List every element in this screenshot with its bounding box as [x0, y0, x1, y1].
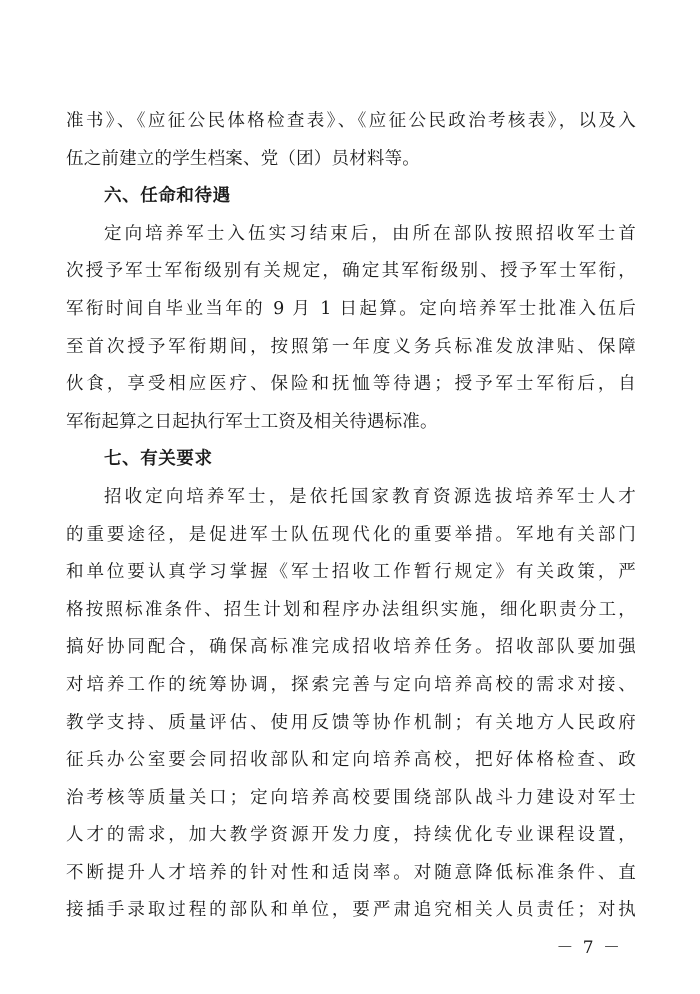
- paragraph-line: 搞好协同配合，确保高标准完成招收培养任务。招收部队要加强: [66, 637, 636, 658]
- paragraph-line: 伍之前建立的学生档案、党（团）员材料等。: [66, 148, 420, 169]
- paragraph-line: 不断提升人才培养的针对性和适岗率。对随意降低标准条件、直: [66, 862, 636, 883]
- paragraph-line: 的重要途径，是促进军士队伍现代化的重要举措。军地有关部门: [66, 524, 636, 545]
- paragraph-line: 和单位要认真学习掌握《军士招收工作暂行规定》有关政策，严: [66, 562, 636, 583]
- paragraph-line: 次授予军士军衔级别有关规定，确定其军衔级别、授予军士军衔，: [66, 261, 636, 282]
- paragraph-line: 征兵办公室要会同招收部队和定向培养高校，把好体格检查、政: [66, 750, 636, 771]
- paragraph-line: 接插手录取过程的部队和单位，要严肃追究相关人员责任；对执: [66, 900, 636, 921]
- paragraph-line: 教学支持、质量评估、使用反馈等协作机制；有关地方人民政府: [66, 712, 636, 733]
- section-heading: 七、有关要求: [104, 449, 213, 470]
- paragraph-line: 伙食，享受相应医疗、保险和抚恤等待遇；授予军士军衔后，自: [66, 374, 636, 395]
- paragraph-line: 对培养工作的统筹协调，探索完善与定向培养高校的需求对接、: [66, 674, 636, 695]
- paragraph-line: 人才的需求，加大教学资源开发力度，持续优化专业课程设置，: [66, 825, 636, 846]
- paragraph-line: 至首次授予军衔期间，按照第一年度义务兵标准发放津贴、保障: [66, 336, 636, 357]
- page-number: － 7 －: [556, 938, 622, 958]
- document-body: [66, 103, 636, 930]
- paragraph-line: 定向培养军士入伍实习结束后，由所在部队按照招收军士首: [104, 223, 636, 244]
- paragraph-line: 治考核等质量关口；定向培养高校要围绕部队战斗力建设对军士: [66, 787, 636, 808]
- section-heading: 六、任命和待遇: [104, 186, 231, 207]
- paragraph-line: 招收定向培养军士，是依托国家教育资源选拔培养军士人才: [104, 486, 636, 507]
- paragraph-line: 军衔时间自毕业当年的 9 月 1 日起算。定向培养军士批准入伍后: [66, 298, 636, 319]
- paragraph-line: 军衔起算之日起执行军士工资及相关待遇标准。: [66, 411, 438, 432]
- paragraph-line: 准书》、《应征公民体格检查表》、《应征公民政治考核表》，以及入: [66, 111, 636, 131]
- paragraph-line: 格按照标准条件、招生计划和程序办法组织实施，细化职责分工，: [66, 599, 636, 620]
